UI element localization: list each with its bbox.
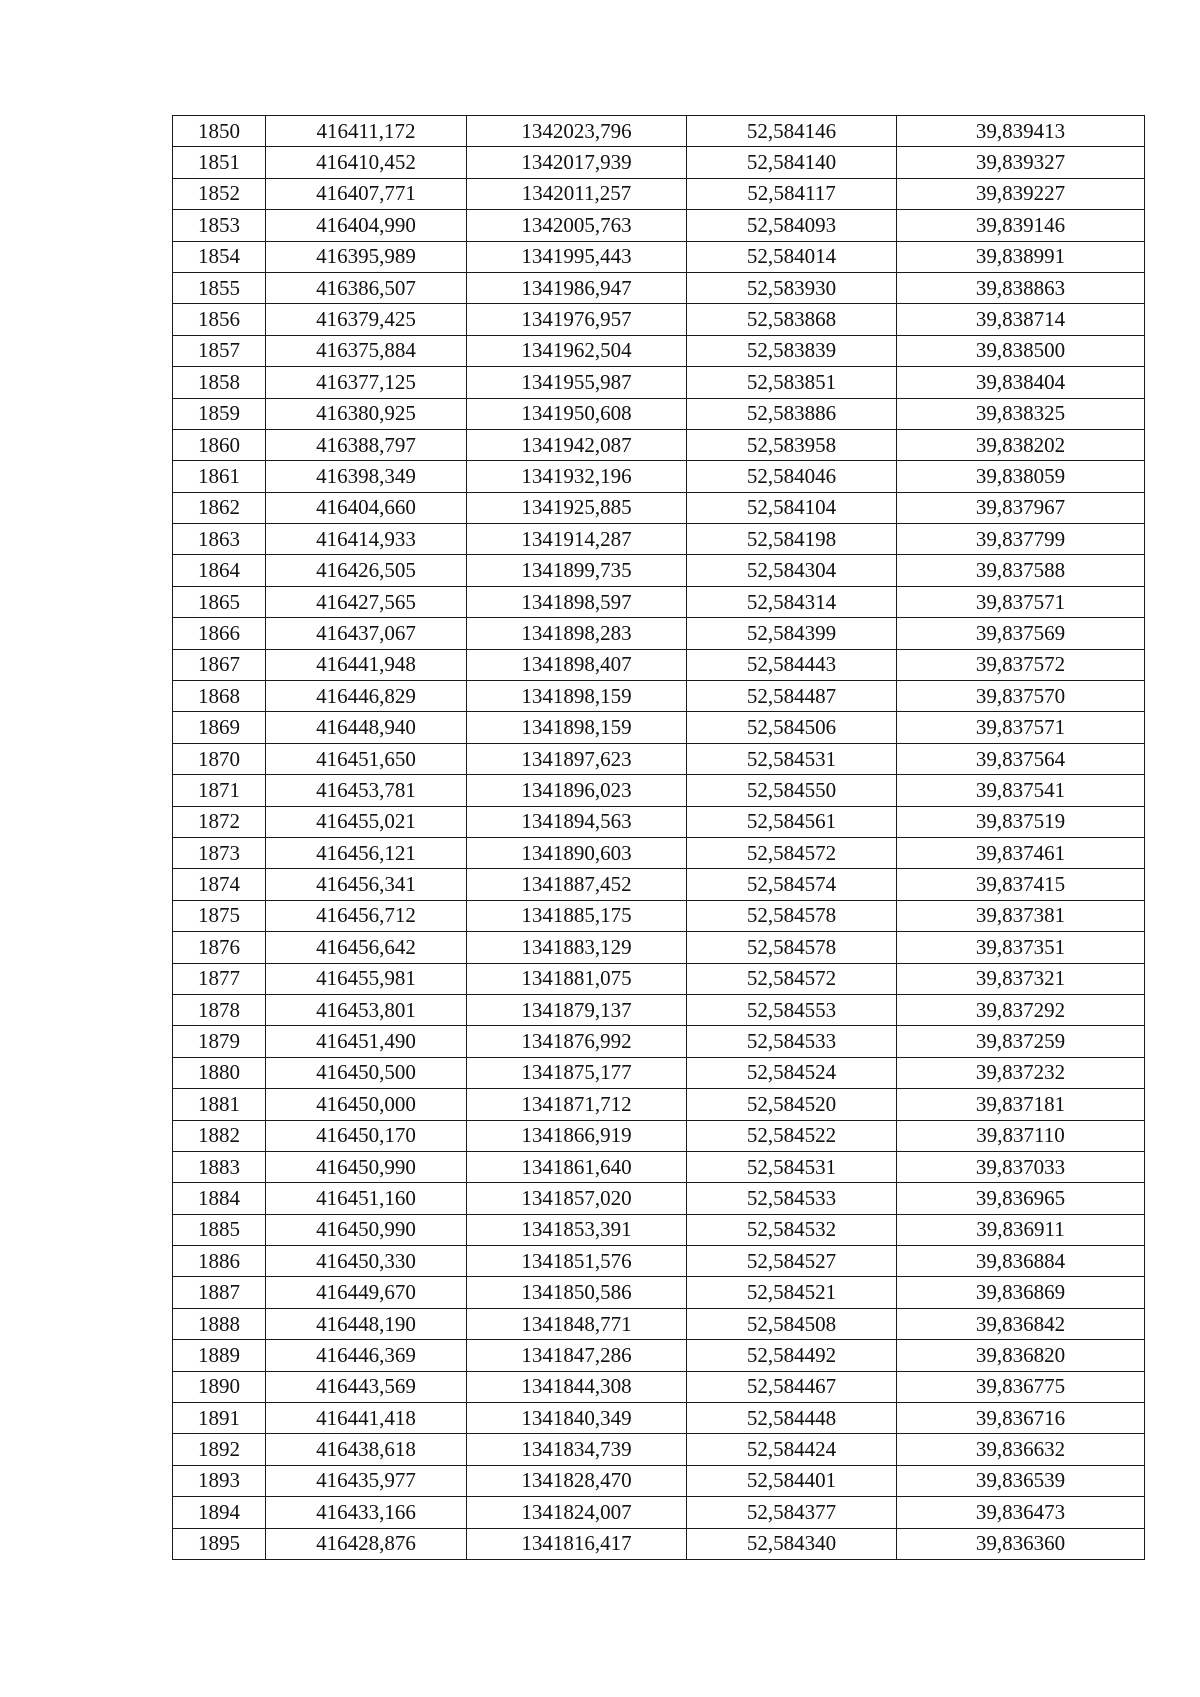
point-number-cell: 1873: [173, 837, 266, 868]
y-coordinate-cell: 1341828,470: [467, 1465, 687, 1496]
x-coordinate-cell: 416446,369: [266, 1340, 467, 1371]
table-row: [173, 178, 1145, 209]
table-row: [173, 1089, 1145, 1120]
coordinates-table: [172, 115, 1145, 1560]
point-number-cell: 1889: [173, 1340, 266, 1371]
table-row: [173, 1340, 1145, 1371]
point-number-cell: 1887: [173, 1277, 266, 1308]
latitude-cell: 52,583851: [687, 367, 897, 398]
longitude-cell: 39,836775: [897, 1371, 1145, 1402]
table-row: [173, 461, 1145, 492]
point-number-cell: 1865: [173, 586, 266, 617]
latitude-cell: 52,584140: [687, 147, 897, 178]
y-coordinate-cell: 1341881,075: [467, 963, 687, 994]
latitude-cell: 52,584553: [687, 994, 897, 1025]
table-row: [173, 147, 1145, 178]
point-number-cell: 1875: [173, 900, 266, 931]
x-coordinate-cell: 416455,981: [266, 963, 467, 994]
table-row: [173, 1497, 1145, 1528]
y-coordinate-cell: 1341932,196: [467, 461, 687, 492]
y-coordinate-cell: 1341986,947: [467, 272, 687, 303]
point-number-cell: 1883: [173, 1151, 266, 1182]
longitude-cell: 39,836632: [897, 1434, 1145, 1465]
latitude-cell: 52,584550: [687, 775, 897, 806]
point-number-cell: 1870: [173, 743, 266, 774]
x-coordinate-cell: 416451,160: [266, 1183, 467, 1214]
latitude-cell: 52,584531: [687, 1151, 897, 1182]
y-coordinate-cell: 1341899,735: [467, 555, 687, 586]
point-number-cell: 1885: [173, 1214, 266, 1245]
longitude-cell: 39,836884: [897, 1246, 1145, 1277]
point-number-cell: 1851: [173, 147, 266, 178]
latitude-cell: 52,584578: [687, 932, 897, 963]
table-row: [173, 398, 1145, 429]
longitude-cell: 39,837461: [897, 837, 1145, 868]
point-number-cell: 1860: [173, 429, 266, 460]
x-coordinate-cell: 416441,418: [266, 1403, 467, 1434]
latitude-cell: 52,583958: [687, 429, 897, 460]
y-coordinate-cell: 1341955,987: [467, 367, 687, 398]
longitude-cell: 39,839327: [897, 147, 1145, 178]
x-coordinate-cell: 416404,660: [266, 492, 467, 523]
longitude-cell: 39,837181: [897, 1089, 1145, 1120]
point-number-cell: 1864: [173, 555, 266, 586]
table-row: [173, 1434, 1145, 1465]
y-coordinate-cell: 1341894,563: [467, 806, 687, 837]
y-coordinate-cell: 1342023,796: [467, 116, 687, 147]
table-row: [173, 1026, 1145, 1057]
longitude-cell: 39,837519: [897, 806, 1145, 837]
longitude-cell: 39,838500: [897, 335, 1145, 366]
point-number-cell: 1858: [173, 367, 266, 398]
latitude-cell: 52,584424: [687, 1434, 897, 1465]
table-row: [173, 1151, 1145, 1182]
y-coordinate-cell: 1341914,287: [467, 524, 687, 555]
x-coordinate-cell: 416398,349: [266, 461, 467, 492]
y-coordinate-cell: 1341850,586: [467, 1277, 687, 1308]
point-number-cell: 1869: [173, 712, 266, 743]
longitude-cell: 39,839146: [897, 210, 1145, 241]
x-coordinate-cell: 416450,990: [266, 1151, 467, 1182]
point-number-cell: 1884: [173, 1183, 266, 1214]
table-row: [173, 524, 1145, 555]
point-number-cell: 1881: [173, 1089, 266, 1120]
longitude-cell: 39,837321: [897, 963, 1145, 994]
table-row: [173, 932, 1145, 963]
latitude-cell: 52,584340: [687, 1528, 897, 1559]
table-row: [173, 869, 1145, 900]
latitude-cell: 52,584046: [687, 461, 897, 492]
x-coordinate-cell: 416450,500: [266, 1057, 467, 1088]
latitude-cell: 52,584487: [687, 681, 897, 712]
table-row: [173, 116, 1145, 147]
latitude-cell: 52,584314: [687, 586, 897, 617]
y-coordinate-cell: 1342017,939: [467, 147, 687, 178]
point-number-cell: 1872: [173, 806, 266, 837]
x-coordinate-cell: 416455,021: [266, 806, 467, 837]
longitude-cell: 39,837033: [897, 1151, 1145, 1182]
point-number-cell: 1894: [173, 1497, 266, 1528]
x-coordinate-cell: 416450,000: [266, 1089, 467, 1120]
point-number-cell: 1862: [173, 492, 266, 523]
table-row: [173, 1183, 1145, 1214]
longitude-cell: 39,836869: [897, 1277, 1145, 1308]
table-row: [173, 994, 1145, 1025]
latitude-cell: 52,584443: [687, 649, 897, 680]
table-row: [173, 335, 1145, 366]
longitude-cell: 39,837232: [897, 1057, 1145, 1088]
y-coordinate-cell: 1341883,129: [467, 932, 687, 963]
longitude-cell: 39,837571: [897, 586, 1145, 617]
latitude-cell: 52,584572: [687, 963, 897, 994]
point-number-cell: 1852: [173, 178, 266, 209]
table-row: [173, 649, 1145, 680]
latitude-cell: 52,584521: [687, 1277, 897, 1308]
y-coordinate-cell: 1341876,992: [467, 1026, 687, 1057]
longitude-cell: 39,838059: [897, 461, 1145, 492]
latitude-cell: 52,584506: [687, 712, 897, 743]
x-coordinate-cell: 416380,925: [266, 398, 467, 429]
latitude-cell: 52,584533: [687, 1183, 897, 1214]
longitude-cell: 39,837967: [897, 492, 1145, 523]
y-coordinate-cell: 1341925,885: [467, 492, 687, 523]
point-number-cell: 1891: [173, 1403, 266, 1434]
y-coordinate-cell: 1341866,919: [467, 1120, 687, 1151]
latitude-cell: 52,584117: [687, 178, 897, 209]
longitude-cell: 39,838863: [897, 272, 1145, 303]
y-coordinate-cell: 1341861,640: [467, 1151, 687, 1182]
latitude-cell: 52,583886: [687, 398, 897, 429]
y-coordinate-cell: 1342011,257: [467, 178, 687, 209]
latitude-cell: 52,584532: [687, 1214, 897, 1245]
point-number-cell: 1867: [173, 649, 266, 680]
point-number-cell: 1859: [173, 398, 266, 429]
y-coordinate-cell: 1341898,407: [467, 649, 687, 680]
x-coordinate-cell: 416435,977: [266, 1465, 467, 1496]
point-number-cell: 1893: [173, 1465, 266, 1496]
table-row: [173, 900, 1145, 931]
x-coordinate-cell: 416449,670: [266, 1277, 467, 1308]
x-coordinate-cell: 416375,884: [266, 335, 467, 366]
point-number-cell: 1861: [173, 461, 266, 492]
x-coordinate-cell: 416456,341: [266, 869, 467, 900]
point-number-cell: 1877: [173, 963, 266, 994]
y-coordinate-cell: 1341942,087: [467, 429, 687, 460]
table-row: [173, 492, 1145, 523]
y-coordinate-cell: 1341847,286: [467, 1340, 687, 1371]
point-number-cell: 1857: [173, 335, 266, 366]
table-row: [173, 837, 1145, 868]
longitude-cell: 39,837415: [897, 869, 1145, 900]
longitude-cell: 39,839227: [897, 178, 1145, 209]
point-number-cell: 1856: [173, 304, 266, 335]
longitude-cell: 39,838325: [897, 398, 1145, 429]
x-coordinate-cell: 416448,190: [266, 1308, 467, 1339]
table-row: [173, 555, 1145, 586]
point-number-cell: 1850: [173, 116, 266, 147]
point-number-cell: 1886: [173, 1246, 266, 1277]
longitude-cell: 39,837292: [897, 994, 1145, 1025]
table-row: [173, 1246, 1145, 1277]
y-coordinate-cell: 1341898,597: [467, 586, 687, 617]
longitude-cell: 39,836965: [897, 1183, 1145, 1214]
longitude-cell: 39,836911: [897, 1214, 1145, 1245]
x-coordinate-cell: 416448,940: [266, 712, 467, 743]
latitude-cell: 52,584520: [687, 1089, 897, 1120]
table-row: [173, 775, 1145, 806]
longitude-cell: 39,838714: [897, 304, 1145, 335]
coordinates-table-body: [173, 116, 1145, 1560]
x-coordinate-cell: 416456,642: [266, 932, 467, 963]
point-number-cell: 1854: [173, 241, 266, 272]
y-coordinate-cell: 1341844,308: [467, 1371, 687, 1402]
y-coordinate-cell: 1341857,020: [467, 1183, 687, 1214]
table-row: [173, 1465, 1145, 1496]
table-row: [173, 586, 1145, 617]
longitude-cell: 39,837351: [897, 932, 1145, 963]
point-number-cell: 1868: [173, 681, 266, 712]
latitude-cell: 52,583839: [687, 335, 897, 366]
x-coordinate-cell: 416437,067: [266, 618, 467, 649]
longitude-cell: 39,838404: [897, 367, 1145, 398]
x-coordinate-cell: 416453,801: [266, 994, 467, 1025]
latitude-cell: 52,584014: [687, 241, 897, 272]
y-coordinate-cell: 1341995,443: [467, 241, 687, 272]
y-coordinate-cell: 1341950,608: [467, 398, 687, 429]
y-coordinate-cell: 1341875,177: [467, 1057, 687, 1088]
table-row: [173, 1057, 1145, 1088]
longitude-cell: 39,836842: [897, 1308, 1145, 1339]
x-coordinate-cell: 416428,876: [266, 1528, 467, 1559]
x-coordinate-cell: 416450,170: [266, 1120, 467, 1151]
longitude-cell: 39,837110: [897, 1120, 1145, 1151]
x-coordinate-cell: 416388,797: [266, 429, 467, 460]
x-coordinate-cell: 416453,781: [266, 775, 467, 806]
x-coordinate-cell: 416456,712: [266, 900, 467, 931]
latitude-cell: 52,584531: [687, 743, 897, 774]
y-coordinate-cell: 1341885,175: [467, 900, 687, 931]
longitude-cell: 39,836716: [897, 1403, 1145, 1434]
y-coordinate-cell: 1341890,603: [467, 837, 687, 868]
longitude-cell: 39,837799: [897, 524, 1145, 555]
latitude-cell: 52,583868: [687, 304, 897, 335]
y-coordinate-cell: 1341816,417: [467, 1528, 687, 1559]
longitude-cell: 39,837541: [897, 775, 1145, 806]
x-coordinate-cell: 416404,990: [266, 210, 467, 241]
table-row: [173, 210, 1145, 241]
y-coordinate-cell: 1341962,504: [467, 335, 687, 366]
latitude-cell: 52,584448: [687, 1403, 897, 1434]
table-row: [173, 241, 1145, 272]
y-coordinate-cell: 1341896,023: [467, 775, 687, 806]
longitude-cell: 39,838991: [897, 241, 1145, 272]
table-row: [173, 429, 1145, 460]
x-coordinate-cell: 416450,990: [266, 1214, 467, 1245]
x-coordinate-cell: 416443,569: [266, 1371, 467, 1402]
x-coordinate-cell: 416407,771: [266, 178, 467, 209]
table-row: [173, 1528, 1145, 1559]
table-row: [173, 712, 1145, 743]
longitude-cell: 39,836473: [897, 1497, 1145, 1528]
x-coordinate-cell: 416395,989: [266, 241, 467, 272]
point-number-cell: 1876: [173, 932, 266, 963]
longitude-cell: 39,837572: [897, 649, 1145, 680]
point-number-cell: 1895: [173, 1528, 266, 1559]
x-coordinate-cell: 416433,166: [266, 1497, 467, 1528]
y-coordinate-cell: 1341898,159: [467, 681, 687, 712]
latitude-cell: 52,584522: [687, 1120, 897, 1151]
point-number-cell: 1879: [173, 1026, 266, 1057]
table-row: [173, 272, 1145, 303]
y-coordinate-cell: 1341898,283: [467, 618, 687, 649]
y-coordinate-cell: 1341871,712: [467, 1089, 687, 1120]
latitude-cell: 52,584572: [687, 837, 897, 868]
latitude-cell: 52,584198: [687, 524, 897, 555]
latitude-cell: 52,584399: [687, 618, 897, 649]
point-number-cell: 1863: [173, 524, 266, 555]
latitude-cell: 52,584492: [687, 1340, 897, 1371]
x-coordinate-cell: 416426,505: [266, 555, 467, 586]
x-coordinate-cell: 416456,121: [266, 837, 467, 868]
table-row: [173, 681, 1145, 712]
point-number-cell: 1878: [173, 994, 266, 1025]
y-coordinate-cell: 1341898,159: [467, 712, 687, 743]
longitude-cell: 39,837588: [897, 555, 1145, 586]
point-number-cell: 1874: [173, 869, 266, 900]
x-coordinate-cell: 416411,172: [266, 116, 467, 147]
latitude-cell: 52,584524: [687, 1057, 897, 1088]
longitude-cell: 39,836820: [897, 1340, 1145, 1371]
point-number-cell: 1871: [173, 775, 266, 806]
point-number-cell: 1882: [173, 1120, 266, 1151]
y-coordinate-cell: 1341887,452: [467, 869, 687, 900]
longitude-cell: 39,837570: [897, 681, 1145, 712]
table-row: [173, 618, 1145, 649]
longitude-cell: 39,837571: [897, 712, 1145, 743]
y-coordinate-cell: 1341853,391: [467, 1214, 687, 1245]
table-row: [173, 1403, 1145, 1434]
latitude-cell: 52,584467: [687, 1371, 897, 1402]
latitude-cell: 52,584574: [687, 869, 897, 900]
table-row: [173, 1371, 1145, 1402]
x-coordinate-cell: 416441,948: [266, 649, 467, 680]
y-coordinate-cell: 1341848,771: [467, 1308, 687, 1339]
table-row: [173, 743, 1145, 774]
table-row: [173, 1120, 1145, 1151]
longitude-cell: 39,836360: [897, 1528, 1145, 1559]
table-row: [173, 304, 1145, 335]
x-coordinate-cell: 416414,933: [266, 524, 467, 555]
x-coordinate-cell: 416451,490: [266, 1026, 467, 1057]
point-number-cell: 1890: [173, 1371, 266, 1402]
table-row: [173, 1277, 1145, 1308]
longitude-cell: 39,839413: [897, 116, 1145, 147]
longitude-cell: 39,838202: [897, 429, 1145, 460]
longitude-cell: 39,837381: [897, 900, 1145, 931]
latitude-cell: 52,584527: [687, 1246, 897, 1277]
x-coordinate-cell: 416386,507: [266, 272, 467, 303]
table-row: [173, 963, 1145, 994]
latitude-cell: 52,584104: [687, 492, 897, 523]
table-row: [173, 1214, 1145, 1245]
y-coordinate-cell: 1341834,739: [467, 1434, 687, 1465]
longitude-cell: 39,837569: [897, 618, 1145, 649]
point-number-cell: 1880: [173, 1057, 266, 1088]
longitude-cell: 39,837564: [897, 743, 1145, 774]
y-coordinate-cell: 1341897,623: [467, 743, 687, 774]
x-coordinate-cell: 416427,565: [266, 586, 467, 617]
point-number-cell: 1855: [173, 272, 266, 303]
x-coordinate-cell: 416446,829: [266, 681, 467, 712]
latitude-cell: 52,584093: [687, 210, 897, 241]
table-row: [173, 367, 1145, 398]
longitude-cell: 39,837259: [897, 1026, 1145, 1057]
latitude-cell: 52,584578: [687, 900, 897, 931]
y-coordinate-cell: 1341851,576: [467, 1246, 687, 1277]
x-coordinate-cell: 416451,650: [266, 743, 467, 774]
longitude-cell: 39,836539: [897, 1465, 1145, 1496]
x-coordinate-cell: 416410,452: [266, 147, 467, 178]
y-coordinate-cell: 1341840,349: [467, 1403, 687, 1434]
y-coordinate-cell: 1341879,137: [467, 994, 687, 1025]
latitude-cell: 52,584377: [687, 1497, 897, 1528]
point-number-cell: 1892: [173, 1434, 266, 1465]
point-number-cell: 1866: [173, 618, 266, 649]
point-number-cell: 1888: [173, 1308, 266, 1339]
latitude-cell: 52,584401: [687, 1465, 897, 1496]
latitude-cell: 52,583930: [687, 272, 897, 303]
latitude-cell: 52,584304: [687, 555, 897, 586]
x-coordinate-cell: 416377,125: [266, 367, 467, 398]
x-coordinate-cell: 416450,330: [266, 1246, 467, 1277]
y-coordinate-cell: 1341976,957: [467, 304, 687, 335]
latitude-cell: 52,584533: [687, 1026, 897, 1057]
x-coordinate-cell: 416438,618: [266, 1434, 467, 1465]
latitude-cell: 52,584146: [687, 116, 897, 147]
latitude-cell: 52,584508: [687, 1308, 897, 1339]
y-coordinate-cell: 1342005,763: [467, 210, 687, 241]
y-coordinate-cell: 1341824,007: [467, 1497, 687, 1528]
latitude-cell: 52,584561: [687, 806, 897, 837]
point-number-cell: 1853: [173, 210, 266, 241]
x-coordinate-cell: 416379,425: [266, 304, 467, 335]
table-row: [173, 806, 1145, 837]
table-row: [173, 1308, 1145, 1339]
